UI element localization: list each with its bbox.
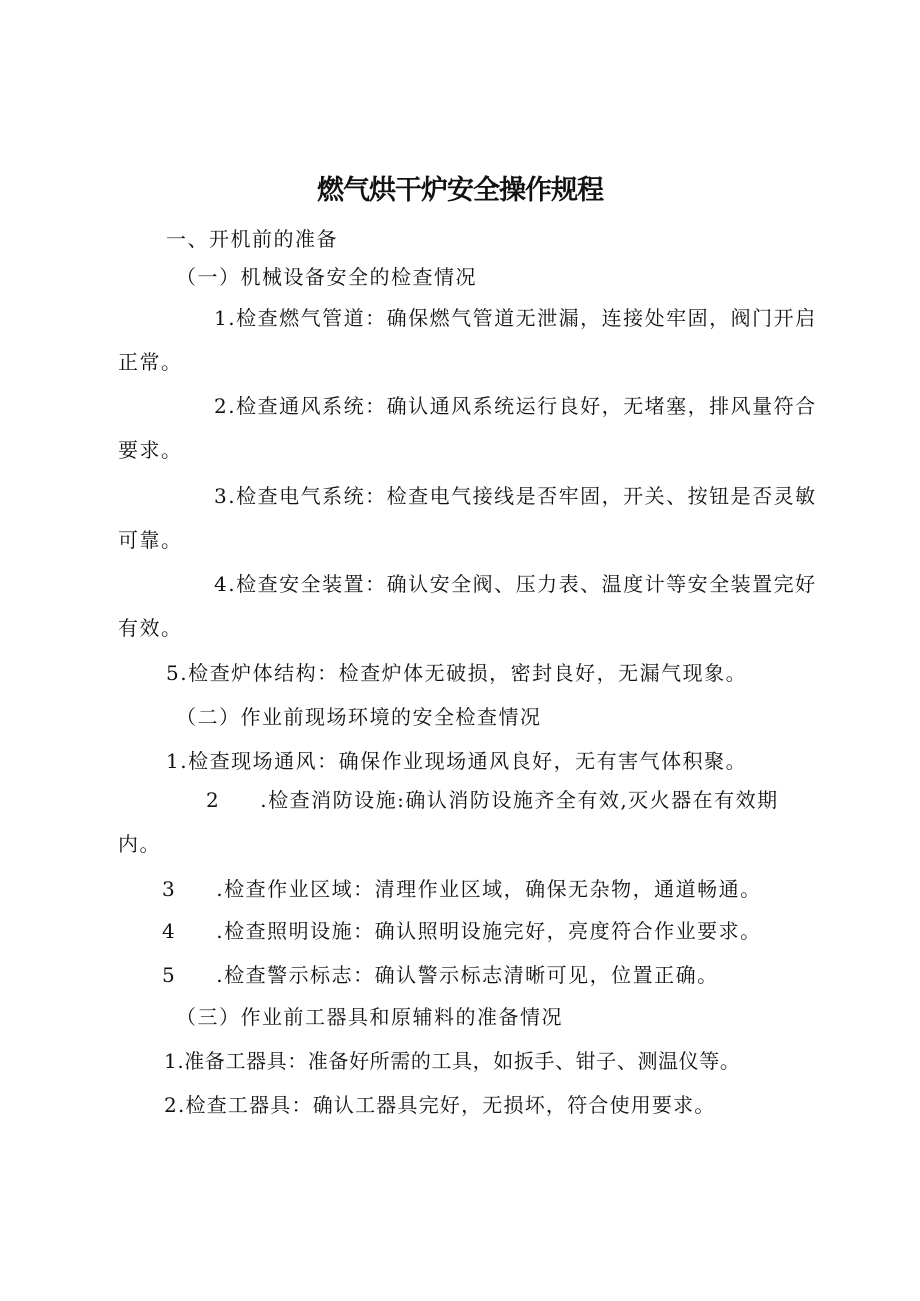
subsection-heading-2: （二）作业前现场环境的安全检查情况: [176, 705, 542, 729]
item-number: 2: [164, 1093, 178, 1117]
item-text: .准备工器具：准备好所需的工具，如扳手、钳子、测温仪等。: [177, 1049, 741, 1073]
item-number: 4: [214, 572, 229, 596]
item-text: .检查安全装置：确认安全阀、压力表、温度计等安全装置完好有效。: [118, 572, 817, 640]
document-title: 燃气烘干炉安全操作规程: [317, 175, 603, 206]
item-number: 2: [206, 788, 221, 812]
list-item: [164, 1092, 716, 1118]
list-item: [118, 384, 818, 472]
item-number: 3: [162, 877, 177, 901]
item-number: 3: [214, 484, 229, 508]
item-text: .检查警示标志：确认警示标志清晰可见，位置正确。: [216, 963, 719, 987]
list-item: [118, 474, 818, 562]
item-text: .检查炉体结构：检查炉体无破损，密封良好，无漏气现象。: [180, 661, 748, 685]
item-text: .检查照明设施：确认照明设施完好，亮度符合作业要求。: [216, 919, 762, 943]
list-item: [162, 876, 762, 902]
subsection-heading-1: （一）机械设备安全的检查情况: [176, 265, 477, 289]
item-text: .检查工器具：确认工器具完好，无损坏，符合使用要求。: [177, 1093, 716, 1117]
list-item: [166, 660, 747, 686]
subsection-heading-3: （三）作业前工器具和原辅料的准备情况: [176, 1005, 563, 1029]
section-heading-1: 一、开机前的准备: [166, 227, 338, 251]
item-text: .检查作业区域：清理作业区域，确保无杂物，通道畅通。: [216, 877, 762, 901]
item-text: .检查消防设施:确认消防设施齐全有效,灭火器在有效期内。: [118, 788, 779, 856]
list-item: [164, 1048, 741, 1074]
list-item: [162, 962, 719, 988]
list-item: [166, 748, 747, 774]
item-text: .检查通风系统：确认通风系统运行良好，无堵塞，排风量符合要求。: [118, 394, 817, 462]
list-item: [162, 918, 762, 944]
item-number: 1: [166, 749, 181, 773]
item-text: .检查燃气管道：确保燃气管道无泄漏，连接处牢固，阀门开启正常。: [118, 306, 817, 374]
list-item: [118, 562, 818, 650]
item-number: 1: [214, 306, 229, 330]
list-item: [118, 778, 818, 866]
item-text: .检查电气系统：检查电气接线是否牢固，开关、按钮是否灵敏可靠。: [118, 484, 817, 552]
item-text: .检查现场通风：确保作业现场通风良好，无有害气体积聚。: [180, 749, 748, 773]
list-item: [118, 296, 818, 384]
item-number: 4: [162, 919, 177, 943]
item-number: 5: [162, 963, 177, 987]
item-number: 5: [166, 661, 181, 685]
item-number: 2: [214, 394, 229, 418]
item-number: 1: [164, 1049, 178, 1073]
